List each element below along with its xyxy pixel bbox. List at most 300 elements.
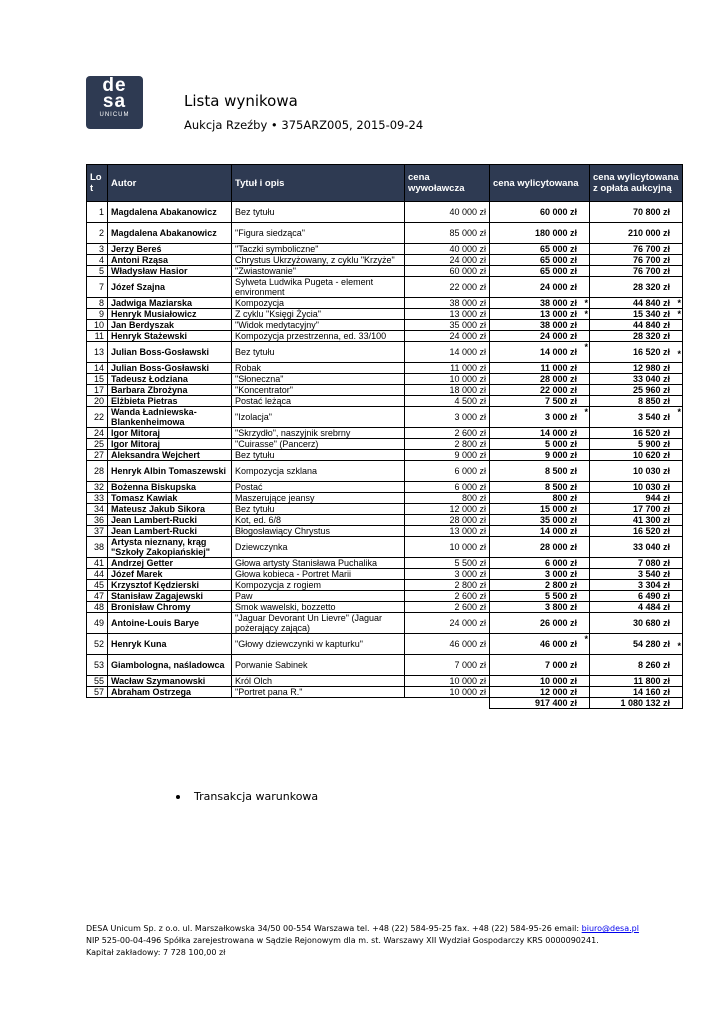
table-row <box>87 396 683 407</box>
lot-cell-text: 38 <box>93 542 104 552</box>
author-cell <box>108 255 232 266</box>
total-cell-text: 16 520 zł <box>632 526 670 536</box>
title-cell <box>232 676 405 687</box>
hammer-cell-text: 13 000 zł <box>539 309 577 319</box>
author-cell <box>108 223 232 244</box>
title-cell-text: Kompozycja przestrzenna, ed. 33/100 <box>235 331 387 341</box>
hammer-cell <box>490 396 590 407</box>
email-link[interactable]: biuro@desa.pl <box>581 924 639 933</box>
total-cell-text: 8 850 zł <box>637 396 670 406</box>
estimate-cell <box>405 461 490 482</box>
hammer-cell <box>490 558 590 569</box>
total-cell <box>590 244 683 255</box>
total-cell <box>590 309 683 320</box>
lot-cell-text: 15 <box>93 374 104 384</box>
header-lot: Lot <box>87 165 108 202</box>
author-cell-text: Antoine-Louis Barye <box>111 618 200 628</box>
table-row <box>87 461 683 482</box>
estimate-cell-text: 60 000 zł <box>449 266 486 276</box>
table-row <box>87 266 683 277</box>
page-title: Lista wynikowa <box>184 92 298 110</box>
hammer-cell <box>490 407 590 428</box>
estimate-cell-text: 12 000 zł <box>449 504 486 514</box>
total-cell <box>590 676 683 687</box>
hammer-cell <box>490 515 590 526</box>
estimate-cell-text: 3 000 zł <box>454 412 486 422</box>
lot-cell <box>87 613 108 634</box>
totals-row <box>87 698 683 709</box>
logo-line2: sa <box>102 91 127 112</box>
lot-cell <box>87 428 108 439</box>
table-row <box>87 602 683 613</box>
total-cell <box>590 526 683 537</box>
estimate-cell-text: 6 000 zł <box>454 466 486 476</box>
author-cell-text: Elżbieta Pietras <box>111 396 178 406</box>
author-cell-text: Jan Berdyszak <box>111 320 175 330</box>
table-row <box>87 309 683 320</box>
title-cell <box>232 450 405 461</box>
estimate-cell-text: 22 000 zł <box>449 282 486 292</box>
lot-cell-text: 41 <box>93 558 104 568</box>
estimate-cell-text: 10 000 zł <box>449 542 486 552</box>
total-hammer: 917 400 zł <box>490 698 590 709</box>
title-cell-text: "Taczki symboliczne" <box>235 244 319 254</box>
total-cell-text: 15 340 zł <box>632 309 670 319</box>
table-row <box>87 450 683 461</box>
author-cell <box>108 363 232 374</box>
table-row <box>87 580 683 591</box>
title-cell <box>232 244 405 255</box>
total-cell <box>590 342 683 363</box>
author-cell-text: Abraham Ostrzega <box>111 687 192 697</box>
hammer-cell <box>490 602 590 613</box>
estimate-cell-text: 2 600 zł <box>454 591 486 601</box>
hammer-cell <box>490 569 590 580</box>
table-row <box>87 320 683 331</box>
estimate-cell <box>405 277 490 298</box>
total-cell <box>590 407 683 428</box>
total-cell-text: 4 484 zł <box>637 602 670 612</box>
table-row <box>87 407 683 428</box>
total-cell-text: 5 900 zł <box>637 439 670 449</box>
hammer-cell <box>490 504 590 515</box>
author-cell <box>108 687 232 698</box>
estimate-cell <box>405 385 490 396</box>
author-cell-text: Krzysztof Kędzierski <box>111 580 200 590</box>
conditional-mark: * <box>677 641 681 651</box>
lot-cell <box>87 342 108 363</box>
title-cell-text: Sylweta Ludwika Pugeta - element environment <box>235 277 374 297</box>
table-row <box>87 504 683 515</box>
author-cell-text: Aleksandra Wejchert <box>111 450 200 460</box>
table-row <box>87 569 683 580</box>
lot-cell <box>87 244 108 255</box>
estimate-cell <box>405 309 490 320</box>
hammer-cell-text: 7 500 zł <box>544 396 577 406</box>
author-cell-text: Jerzy Bereś <box>111 244 162 254</box>
total-cell <box>590 396 683 407</box>
hammer-cell-text: 5 500 zł <box>544 591 577 601</box>
estimate-cell <box>405 202 490 223</box>
author-cell-text: Antoni Rząsa <box>111 255 169 265</box>
estimate-cell-text: 10 000 zł <box>449 374 486 384</box>
table-row <box>87 439 683 450</box>
total-cell <box>590 450 683 461</box>
estimate-cell-text: 2 600 zł <box>454 602 486 612</box>
hammer-cell-text: 38 000 zł <box>539 298 577 308</box>
author-cell-text: Władysław Hasior <box>111 266 188 276</box>
hammer-cell-text: 15 000 zł <box>539 504 577 514</box>
estimate-cell-text: 7 000 zł <box>454 660 486 670</box>
total-cell-text: 12 980 zł <box>632 363 670 373</box>
footer-contact: DESA Unicum Sp. z o.o. ul. Marszałkowska 34/50 00-554 Warszawa tel. +48 (22) 584-95-25 fax. +48 (22) 584-95-26 email: <box>86 924 582 933</box>
title-cell <box>232 407 405 428</box>
hammer-cell-text: 9 000 zł <box>544 450 577 460</box>
estimate-cell-text: 800 zł <box>461 493 486 503</box>
table-row <box>87 537 683 558</box>
estimate-cell-text: 24 000 zł <box>449 255 486 265</box>
title-cell-text: "Słoneczna" <box>235 374 284 384</box>
title-cell-text: "Portret pana R." <box>235 687 303 697</box>
estimate-cell-text: 10 000 zł <box>449 676 486 686</box>
estimate-cell <box>405 526 490 537</box>
lot-cell-text: 22 <box>93 412 104 422</box>
title-cell <box>232 613 405 634</box>
estimate-cell <box>405 613 490 634</box>
author-cell-text: Stanisław Zagajewski <box>111 591 204 601</box>
lot-cell <box>87 309 108 320</box>
estimate-cell-text: 18 000 zł <box>449 385 486 395</box>
lot-cell-text: 48 <box>93 602 104 612</box>
title-cell-text: Maszerujące jeansy <box>235 493 315 503</box>
title-cell-text: Bez tytułu <box>235 347 275 357</box>
title-cell-text: "Izolacja" <box>235 412 272 422</box>
header-author: Autor <box>108 165 232 202</box>
lot-cell <box>87 320 108 331</box>
table-row <box>87 202 683 223</box>
author-cell-text: Józef Marek <box>111 569 163 579</box>
total-cell <box>590 298 683 309</box>
author-cell <box>108 569 232 580</box>
conditional-mark: * <box>677 349 681 359</box>
table-row <box>87 558 683 569</box>
lot-cell <box>87 385 108 396</box>
hammer-cell-text: 14 000 zł <box>539 428 577 438</box>
table-row <box>87 244 683 255</box>
author-cell <box>108 202 232 223</box>
title-cell <box>232 396 405 407</box>
lot-cell <box>87 363 108 374</box>
hammer-cell-text: 46 000 zł <box>539 639 577 649</box>
author-cell <box>108 558 232 569</box>
author-cell <box>108 676 232 687</box>
total-cell <box>590 439 683 450</box>
lot-cell <box>87 676 108 687</box>
author-cell-text: Julian Boss-Gosławski <box>111 363 210 373</box>
author-cell <box>108 277 232 298</box>
author-cell <box>108 309 232 320</box>
estimate-cell <box>405 493 490 504</box>
hammer-cell-text: 8 500 zł <box>544 466 577 476</box>
title-cell <box>232 320 405 331</box>
title-cell-text: "Cuirasse" (Pancerz) <box>235 439 319 449</box>
total-cell <box>590 331 683 342</box>
lot-cell-text: 47 <box>93 591 104 601</box>
hammer-cell <box>490 298 590 309</box>
estimate-cell-text: 3 000 zł <box>454 569 486 579</box>
title-cell <box>232 558 405 569</box>
author-cell <box>108 591 232 602</box>
author-cell-text: Wacław Szymanowski <box>111 676 206 686</box>
total-cell-text: 14 160 zł <box>632 687 670 697</box>
author-cell <box>108 450 232 461</box>
total-cell <box>590 255 683 266</box>
lot-cell-text: 5 <box>98 266 104 276</box>
hammer-cell <box>490 244 590 255</box>
author-cell <box>108 428 232 439</box>
hammer-cell <box>490 320 590 331</box>
total-cell-text: 33 040 zł <box>632 374 670 384</box>
estimate-cell-text: 11 000 zł <box>450 363 486 373</box>
author-cell-text: Józef Szajna <box>111 282 166 292</box>
lot-cell <box>87 537 108 558</box>
lot-cell-text: 9 <box>98 309 104 319</box>
total-cell-text: 7 080 zł <box>637 558 670 568</box>
author-cell-text: Henryk Kuna <box>111 639 167 649</box>
total-cell-text: 44 840 zł <box>632 320 670 330</box>
title-cell <box>232 493 405 504</box>
author-cell <box>108 439 232 450</box>
total-cell-text: 30 680 zł <box>632 618 670 628</box>
estimate-cell <box>405 504 490 515</box>
title-cell-text: Robak <box>235 363 262 373</box>
total-cell-text: 210 000 zł <box>627 228 670 238</box>
hammer-cell <box>490 439 590 450</box>
title-cell-text: Postać leżąca <box>235 396 292 406</box>
total-cell <box>590 613 683 634</box>
author-cell-text: Bożenna Biskupska <box>111 482 197 492</box>
total-cell <box>590 558 683 569</box>
estimate-cell-text: 9 000 zł <box>454 450 486 460</box>
hammer-cell-text: 3 800 zł <box>544 602 577 612</box>
total-cell <box>590 277 683 298</box>
total-cell-text: 16 520 zł <box>632 428 670 438</box>
table-row <box>87 655 683 676</box>
title-cell-text: "Widok medytacyjny" <box>235 320 319 330</box>
header-total: cena wylicytowana z opłata aukcyjną <box>590 165 683 202</box>
title-cell-text: Głowa kobieca - Portret Marii <box>235 569 352 579</box>
hammer-cell-text: 14 000 zł <box>539 347 577 357</box>
title-cell-text: Kompozycja z rogiem <box>235 580 322 590</box>
estimate-cell <box>405 244 490 255</box>
estimate-cell-text: 13 000 zł <box>449 309 486 319</box>
hammer-cell-text: 800 zł <box>552 493 577 503</box>
title-cell <box>232 634 405 655</box>
footer <box>86 923 639 959</box>
author-cell <box>108 493 232 504</box>
lot-cell-text: 10 <box>93 320 104 330</box>
total-cell <box>590 515 683 526</box>
estimate-cell <box>405 298 490 309</box>
hammer-cell-text: 65 000 zł <box>539 266 577 276</box>
conditional-mark: * <box>677 298 681 308</box>
title-cell-text: "Głowy dziewczynki w kapturku" <box>235 639 363 649</box>
hammer-cell-text: 5 000 zł <box>544 439 577 449</box>
title-cell-text: Porwanie Sabinek <box>235 660 308 670</box>
estimate-cell <box>405 450 490 461</box>
conditional-mark: * <box>584 407 588 417</box>
author-cell-text: Igor Mitoraj <box>111 428 160 438</box>
author-cell <box>108 537 232 558</box>
title-cell-text: Kot, ed. 6/8 <box>235 515 282 525</box>
title-cell <box>232 374 405 385</box>
title-cell-text: Bez tytułu <box>235 207 275 217</box>
lot-cell <box>87 255 108 266</box>
author-cell-text: Wanda Ładniewska-Blankenheimowa <box>111 407 197 427</box>
total-cell-text: 10 620 zł <box>632 450 670 460</box>
total-cell-text: 3 540 zł <box>637 569 670 579</box>
title-cell <box>232 342 405 363</box>
title-cell <box>232 331 405 342</box>
hammer-cell-text: 6 000 zł <box>544 558 577 568</box>
title-cell-text: Kompozycja <box>235 298 285 308</box>
total-cell <box>590 493 683 504</box>
hammer-cell-text: 38 000 zł <box>539 320 577 330</box>
estimate-cell-text: 13 000 zł <box>449 526 486 536</box>
table-row <box>87 363 683 374</box>
hammer-cell-text: 24 000 zł <box>539 331 577 341</box>
estimate-cell <box>405 255 490 266</box>
title-cell <box>232 687 405 698</box>
author-cell <box>108 613 232 634</box>
title-cell <box>232 526 405 537</box>
hammer-cell <box>490 591 590 602</box>
hammer-cell-text: 60 000 zł <box>539 207 577 217</box>
title-cell <box>232 202 405 223</box>
hammer-cell-text: 14 000 zł <box>539 526 577 536</box>
total-cell-text: 28 320 zł <box>632 282 670 292</box>
lot-cell-text: 2 <box>98 228 104 238</box>
title-cell-text: Bez tytułu <box>235 450 275 460</box>
hammer-cell-text: 8 500 zł <box>544 482 577 492</box>
author-cell-text: Henryk Musiałowicz <box>111 309 197 319</box>
author-cell-text: Jadwiga Maziarska <box>111 298 193 308</box>
lot-cell-text: 8 <box>98 298 104 308</box>
total-cell <box>590 591 683 602</box>
table-row <box>87 385 683 396</box>
lot-cell-text: 32 <box>93 482 104 492</box>
author-cell <box>108 374 232 385</box>
estimate-cell <box>405 266 490 277</box>
hammer-cell <box>490 461 590 482</box>
total-cell <box>590 374 683 385</box>
estimate-cell <box>405 320 490 331</box>
lot-cell <box>87 407 108 428</box>
total-cell-text: 28 320 zł <box>632 331 670 341</box>
lot-cell <box>87 461 108 482</box>
total-cell <box>590 537 683 558</box>
hammer-cell-text: 35 000 zł <box>539 515 577 525</box>
author-cell <box>108 298 232 309</box>
title-cell-text: "Jaguar Devorant Un Lievre" (Jaguar pożerający zająca) <box>235 613 382 633</box>
hammer-cell-text: 3 000 zł <box>544 569 577 579</box>
table-header-row <box>87 165 683 202</box>
conditional-mark: * <box>677 309 681 319</box>
hammer-cell <box>490 482 590 493</box>
table-body <box>87 202 683 698</box>
total-cell <box>590 461 683 482</box>
total-cell-text: 44 840 zł <box>632 298 670 308</box>
author-cell-text: Artysta nieznany, krąg "Szkoły Zakopiańskiej" <box>111 537 211 557</box>
table-row <box>87 277 683 298</box>
author-cell-text: Jean Lambert-Rucki <box>111 515 198 525</box>
total-cell <box>590 655 683 676</box>
author-cell-text: Henryk Stażewski <box>111 331 188 341</box>
desa-unicum-logo <box>86 76 143 129</box>
total-cell <box>590 602 683 613</box>
title-cell-text: Bez tytułu <box>235 504 275 514</box>
estimate-cell <box>405 223 490 244</box>
header-hammer: cena wylicytowana <box>490 165 590 202</box>
author-cell <box>108 320 232 331</box>
total-cell <box>590 223 683 244</box>
table-row <box>87 374 683 385</box>
lot-cell <box>87 450 108 461</box>
lot-cell <box>87 202 108 223</box>
total-cell-text: 3 540 zł <box>637 412 670 422</box>
table-row <box>87 255 683 266</box>
lot-cell <box>87 374 108 385</box>
author-cell-text: Giambologna, naśladowca <box>111 660 225 670</box>
total-cell <box>590 202 683 223</box>
table-row <box>87 223 683 244</box>
estimate-cell <box>405 591 490 602</box>
estimate-cell-text: 14 000 zł <box>449 347 486 357</box>
lot-cell <box>87 439 108 450</box>
author-cell <box>108 580 232 591</box>
hammer-cell <box>490 266 590 277</box>
author-cell-text: Igor Mitoraj <box>111 439 160 449</box>
estimate-cell-text: 2 600 zł <box>454 428 486 438</box>
title-cell-text: Król Olch <box>235 676 273 686</box>
estimate-cell <box>405 569 490 580</box>
author-cell <box>108 655 232 676</box>
lot-cell <box>87 515 108 526</box>
hammer-cell <box>490 676 590 687</box>
lot-cell-text: 7 <box>98 282 104 292</box>
table-row <box>87 482 683 493</box>
estimate-cell <box>405 634 490 655</box>
hammer-cell <box>490 255 590 266</box>
lot-cell <box>87 526 108 537</box>
hammer-cell <box>490 374 590 385</box>
total-cell <box>590 385 683 396</box>
lot-cell-text: 20 <box>93 396 104 406</box>
author-cell <box>108 515 232 526</box>
author-cell <box>108 266 232 277</box>
lot-cell-text: 11 <box>94 331 104 341</box>
lot-cell-text: 28 <box>93 466 104 476</box>
total-cell-text: 70 800 zł <box>632 207 670 217</box>
total-cell <box>590 482 683 493</box>
header-title: Tytuł i opis <box>232 165 405 202</box>
hammer-cell-text: 11 000 zł <box>540 363 577 373</box>
title-cell <box>232 504 405 515</box>
hammer-cell <box>490 634 590 655</box>
lot-cell <box>87 569 108 580</box>
table-row <box>87 676 683 687</box>
author-cell-text: Tadeusz Łodziana <box>111 374 188 384</box>
